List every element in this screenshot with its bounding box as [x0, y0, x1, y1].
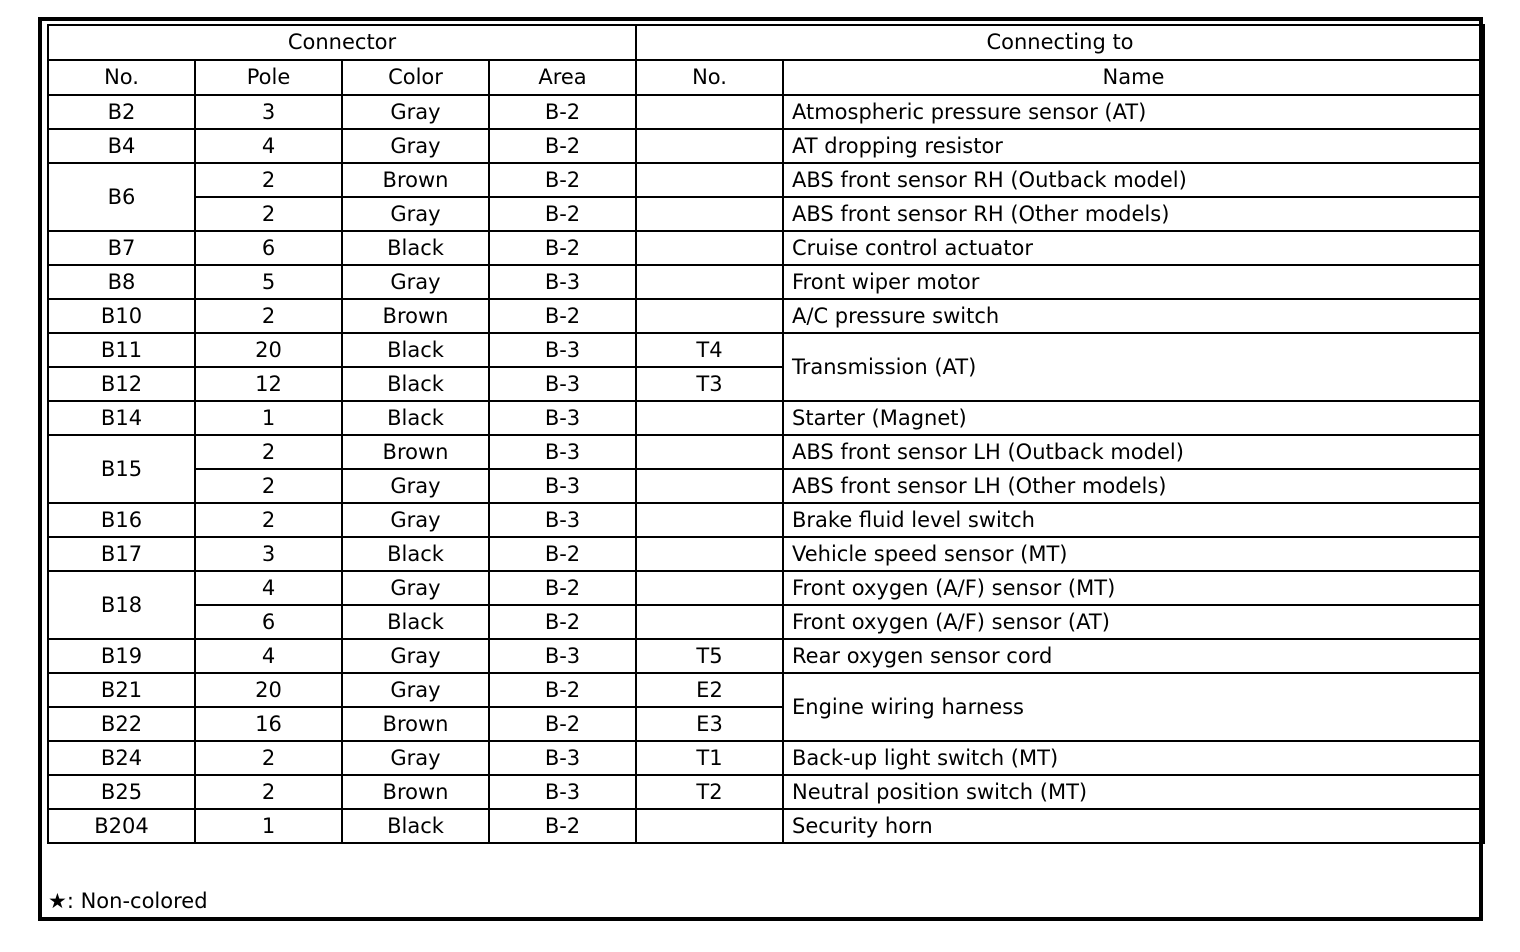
col-header-color: Color	[342, 60, 489, 95]
col-header-area: Area	[489, 60, 636, 95]
cell-pole: 2	[195, 775, 342, 809]
cell-no: B19	[48, 639, 195, 673]
cell-name: Rear oxygen sensor cord	[783, 639, 1484, 673]
cell-to-no	[636, 163, 783, 197]
cell-no: B7	[48, 231, 195, 265]
cell-name: AT dropping resistor	[783, 129, 1484, 163]
table-row	[48, 333, 1484, 367]
cell-color: Gray	[342, 95, 489, 129]
cell-no: B12	[48, 367, 195, 401]
cell-color: Black	[342, 333, 489, 367]
cell-area: B-2	[489, 299, 636, 333]
table-row	[48, 639, 1484, 673]
table-row	[48, 265, 1484, 299]
table-row	[48, 299, 1484, 333]
cell-pole: 20	[195, 333, 342, 367]
connector-group-header: Connector	[48, 25, 636, 60]
table-row	[48, 401, 1484, 435]
cell-no: B25	[48, 775, 195, 809]
cell-to-no: T3	[636, 367, 783, 401]
cell-color: Gray	[342, 571, 489, 605]
cell-to-no	[636, 129, 783, 163]
cell-color: Gray	[342, 197, 489, 231]
cell-to-no: T2	[636, 775, 783, 809]
cell-color: Gray	[342, 469, 489, 503]
cell-color: Gray	[342, 503, 489, 537]
cell-pole: 2	[195, 197, 342, 231]
cell-area: B-3	[489, 639, 636, 673]
cell-pole: 2	[195, 469, 342, 503]
cell-pole: 20	[195, 673, 342, 707]
cell-to-no	[636, 469, 783, 503]
cell-no: B21	[48, 673, 195, 707]
cell-color: Brown	[342, 299, 489, 333]
cell-name: Neutral position switch (MT)	[783, 775, 1484, 809]
cell-area: B-3	[489, 265, 636, 299]
cell-pole: 2	[195, 435, 342, 469]
cell-pole: 6	[195, 231, 342, 265]
cell-to-no	[636, 197, 783, 231]
cell-pole: 4	[195, 639, 342, 673]
table-row	[48, 197, 1484, 231]
cell-name: Front oxygen (A/F) sensor (AT)	[783, 605, 1484, 639]
cell-to-no	[636, 435, 783, 469]
col-header-to-no: No.	[636, 60, 783, 95]
table-row	[48, 673, 1484, 707]
cell-color: Black	[342, 537, 489, 571]
cell-color: Brown	[342, 775, 489, 809]
col-header-no: No.	[48, 60, 195, 95]
cell-area: B-3	[489, 435, 636, 469]
cell-no: B16	[48, 503, 195, 537]
cell-no: B204	[48, 809, 195, 843]
cell-to-no: E3	[636, 707, 783, 741]
cell-no: B4	[48, 129, 195, 163]
cell-color: Black	[342, 401, 489, 435]
cell-color: Brown	[342, 707, 489, 741]
cell-to-no	[636, 95, 783, 129]
connector-table-sheet	[38, 17, 1483, 921]
cell-no: B6	[48, 163, 195, 231]
table-row	[48, 537, 1484, 571]
cell-area: B-3	[489, 775, 636, 809]
cell-to-no: T1	[636, 741, 783, 775]
cell-name: ABS front sensor RH (Outback model)	[783, 163, 1484, 197]
cell-color: Black	[342, 231, 489, 265]
cell-no: B15	[48, 435, 195, 503]
cell-pole: 6	[195, 605, 342, 639]
cell-area: B-2	[489, 231, 636, 265]
cell-name: ABS front sensor LH (Outback model)	[783, 435, 1484, 469]
table-row	[48, 605, 1484, 639]
cell-no: B24	[48, 741, 195, 775]
cell-area: B-3	[489, 367, 636, 401]
table-row	[48, 741, 1484, 775]
cell-color: Gray	[342, 129, 489, 163]
cell-color: Brown	[342, 163, 489, 197]
cell-name: Back-up light switch (MT)	[783, 741, 1484, 775]
table-row	[48, 503, 1484, 537]
cell-to-no	[636, 299, 783, 333]
cell-area: B-3	[489, 741, 636, 775]
cell-pole: 5	[195, 265, 342, 299]
cell-no: B22	[48, 707, 195, 741]
table-row	[48, 231, 1484, 265]
cell-pole: 16	[195, 707, 342, 741]
table-row	[48, 435, 1484, 469]
cell-no: B8	[48, 265, 195, 299]
cell-area: B-3	[489, 401, 636, 435]
table-row	[48, 809, 1484, 843]
connecting-to-group-header: Connecting to	[636, 25, 1484, 60]
cell-area: B-2	[489, 163, 636, 197]
cell-color: Gray	[342, 673, 489, 707]
cell-to-no: T5	[636, 639, 783, 673]
cell-name: Front oxygen (A/F) sensor (MT)	[783, 571, 1484, 605]
cell-to-no	[636, 231, 783, 265]
table-row	[48, 163, 1484, 197]
cell-to-no	[636, 605, 783, 639]
cell-no: B2	[48, 95, 195, 129]
cell-color: Gray	[342, 265, 489, 299]
cell-area: B-3	[489, 469, 636, 503]
cell-name: Engine wiring harness	[783, 673, 1484, 741]
cell-name: ABS front sensor RH (Other models)	[783, 197, 1484, 231]
cell-name: Brake fluid level switch	[783, 503, 1484, 537]
cell-area: B-2	[489, 197, 636, 231]
cell-to-no	[636, 265, 783, 299]
cell-area: B-2	[489, 707, 636, 741]
cell-area: B-2	[489, 673, 636, 707]
cell-pole: 2	[195, 503, 342, 537]
cell-color: Brown	[342, 435, 489, 469]
cell-to-no	[636, 809, 783, 843]
table-row	[48, 571, 1484, 605]
cell-name: Atmospheric pressure sensor (AT)	[783, 95, 1484, 129]
cell-to-no	[636, 571, 783, 605]
cell-pole: 2	[195, 299, 342, 333]
cell-pole: 4	[195, 571, 342, 605]
cell-area: B-2	[489, 571, 636, 605]
cell-no: B14	[48, 401, 195, 435]
cell-area: B-2	[489, 537, 636, 571]
cell-area: B-2	[489, 605, 636, 639]
cell-no: B10	[48, 299, 195, 333]
cell-no: B17	[48, 537, 195, 571]
cell-color: Black	[342, 809, 489, 843]
cell-name: Security horn	[783, 809, 1484, 843]
cell-area: B-2	[489, 129, 636, 163]
cell-name: A/C pressure switch	[783, 299, 1484, 333]
cell-area: B-3	[489, 333, 636, 367]
cell-name: Cruise control actuator	[783, 231, 1484, 265]
cell-to-no	[636, 503, 783, 537]
cell-color: Black	[342, 605, 489, 639]
cell-no: B18	[48, 571, 195, 639]
col-header-name: Name	[783, 60, 1484, 95]
cell-name: Starter (Magnet)	[783, 401, 1484, 435]
cell-to-no: T4	[636, 333, 783, 367]
col-header-pole: Pole	[195, 60, 342, 95]
cell-to-no: E2	[636, 673, 783, 707]
cell-name: ABS front sensor LH (Other models)	[783, 469, 1484, 503]
cell-area: B-3	[489, 503, 636, 537]
connector-table	[47, 24, 1485, 844]
cell-pole: 2	[195, 163, 342, 197]
cell-color: Gray	[342, 639, 489, 673]
cell-area: B-2	[489, 809, 636, 843]
cell-pole: 3	[195, 95, 342, 129]
cell-to-no	[636, 537, 783, 571]
table-row	[48, 95, 1484, 129]
group-header-row	[48, 25, 1484, 60]
cell-pole: 3	[195, 537, 342, 571]
cell-pole: 1	[195, 401, 342, 435]
column-header-row	[48, 60, 1484, 95]
cell-pole: 1	[195, 809, 342, 843]
table-row	[48, 129, 1484, 163]
cell-area: B-2	[489, 95, 636, 129]
cell-pole: 12	[195, 367, 342, 401]
cell-name: Transmission (AT)	[783, 333, 1484, 401]
cell-no: B11	[48, 333, 195, 367]
cell-to-no	[636, 401, 783, 435]
cell-pole: 2	[195, 741, 342, 775]
cell-color: Black	[342, 367, 489, 401]
cell-color: Gray	[342, 741, 489, 775]
cell-name: Vehicle speed sensor (MT)	[783, 537, 1484, 571]
cell-name: Front wiper motor	[783, 265, 1484, 299]
table-row	[48, 775, 1484, 809]
footnote: ★: Non-colored	[48, 889, 208, 913]
cell-pole: 4	[195, 129, 342, 163]
table-row	[48, 469, 1484, 503]
